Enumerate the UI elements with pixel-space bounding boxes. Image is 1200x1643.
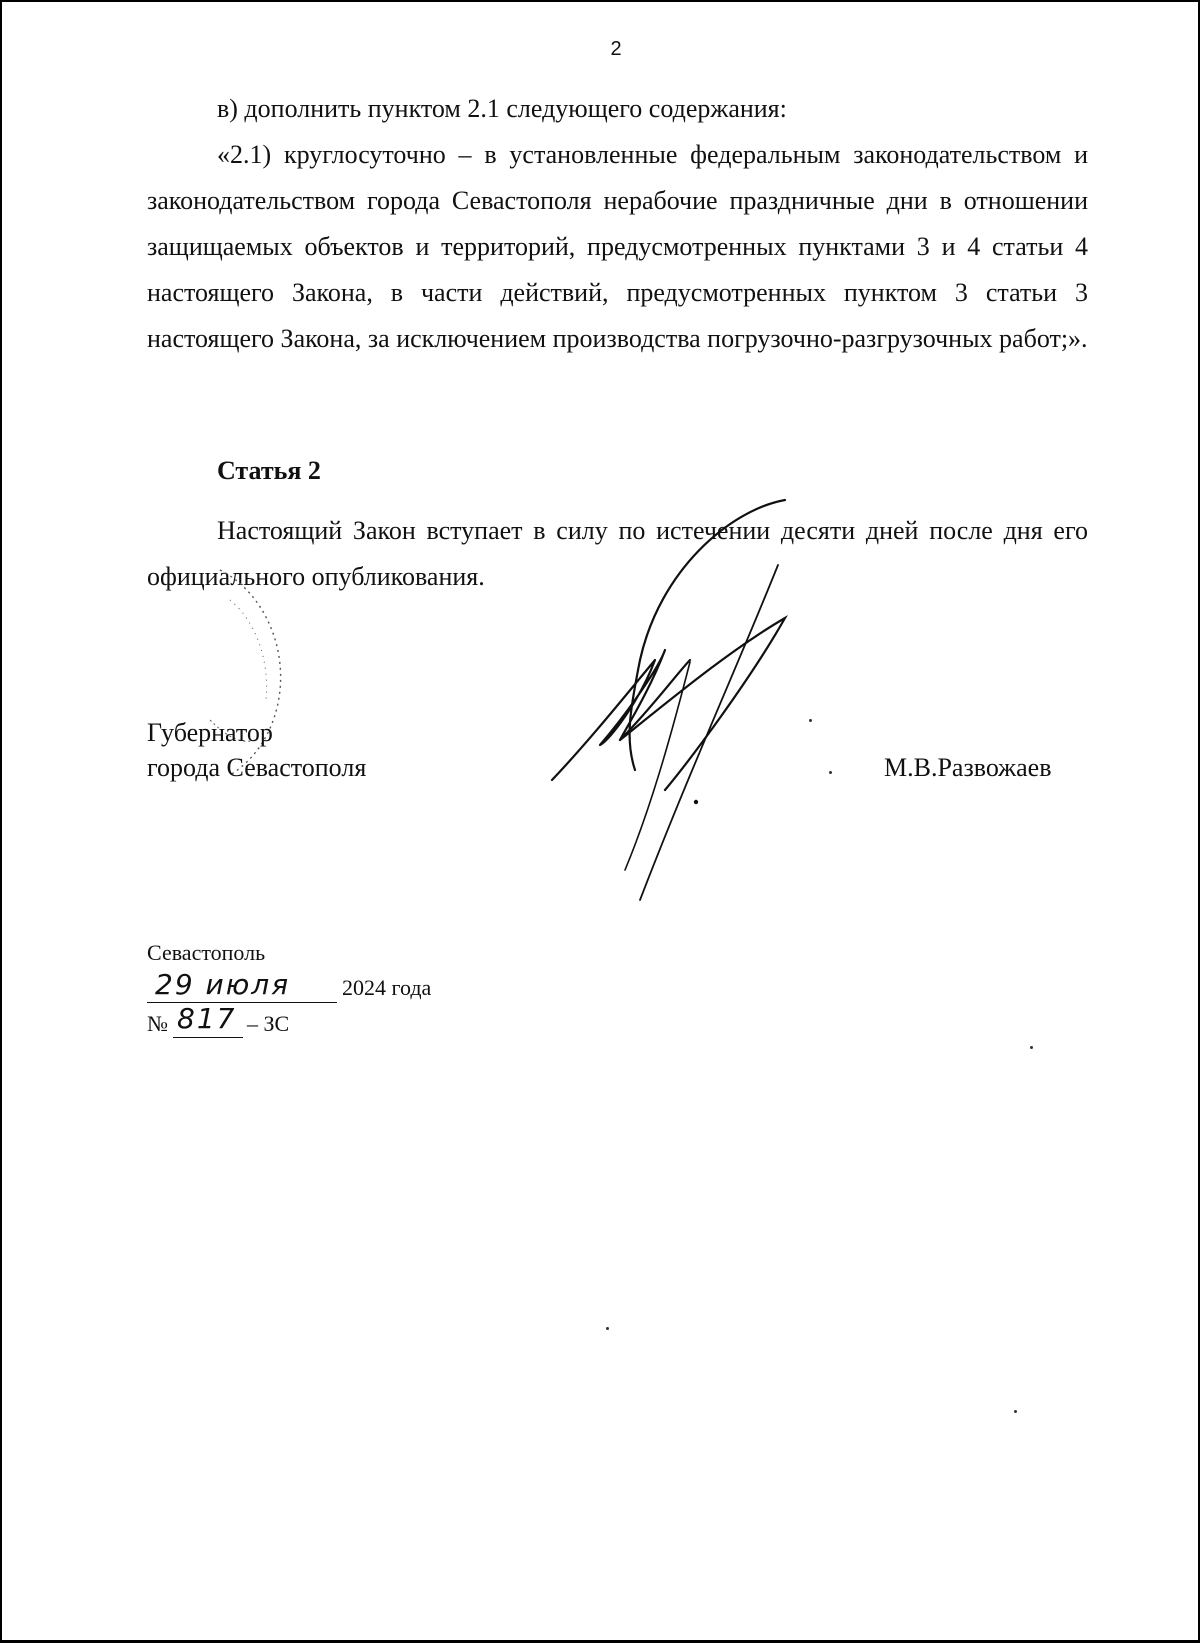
scan-speck [1030,1046,1033,1049]
scan-speck [606,1327,609,1330]
signatory-title-line2: города Севастополя [147,753,367,782]
number-sign: № [147,1011,168,1036]
signatory-title [147,715,366,785]
amendment-text-paragraph: «2.1) круглосуточно – в установленные федеральным законодательством и законодательством города Севастополя нерабочие праздничные дни в отношении защищаемых объектов и территорий, предусмотренных пунктами 3 и 4 статьи 4 настоящего Закона, в части действий, предусмотренных пунктом 3 статьи 3 настоящего Закона, за исключением производства погрузочно-разгрузочных работ;». [147,140,1088,353]
scan-speck [809,719,812,722]
place-of-signing: Севастополь [147,940,266,965]
signatory-title-line1: Губернатор [147,718,273,747]
entry-into-force-paragraph: Настоящий Закон вступает в силу по истечении десяти дней после дня его официального опубликования. [147,516,1088,591]
amendment-intro-paragraph: в) дополнить пунктом 2.1 следующего содержания: [217,94,787,123]
number-blank-line [173,1002,243,1038]
handwritten-number: 817 [177,1002,237,1035]
signatory-name: М.В.Развожаев [884,753,1052,782]
date-year: 2024 года [342,975,432,1000]
article-heading: Статья 2 [217,456,321,485]
scan-speck [829,771,832,774]
date-blank-line [147,970,337,1003]
page-number: 2 [610,38,622,60]
number-suffix: – ЗС [247,1011,290,1036]
signature-icon [540,490,800,910]
law-number [147,1002,347,1039]
signing-date [147,970,467,1004]
scan-speck [1014,1410,1017,1413]
handwritten-date: 29 июля [155,968,291,1001]
